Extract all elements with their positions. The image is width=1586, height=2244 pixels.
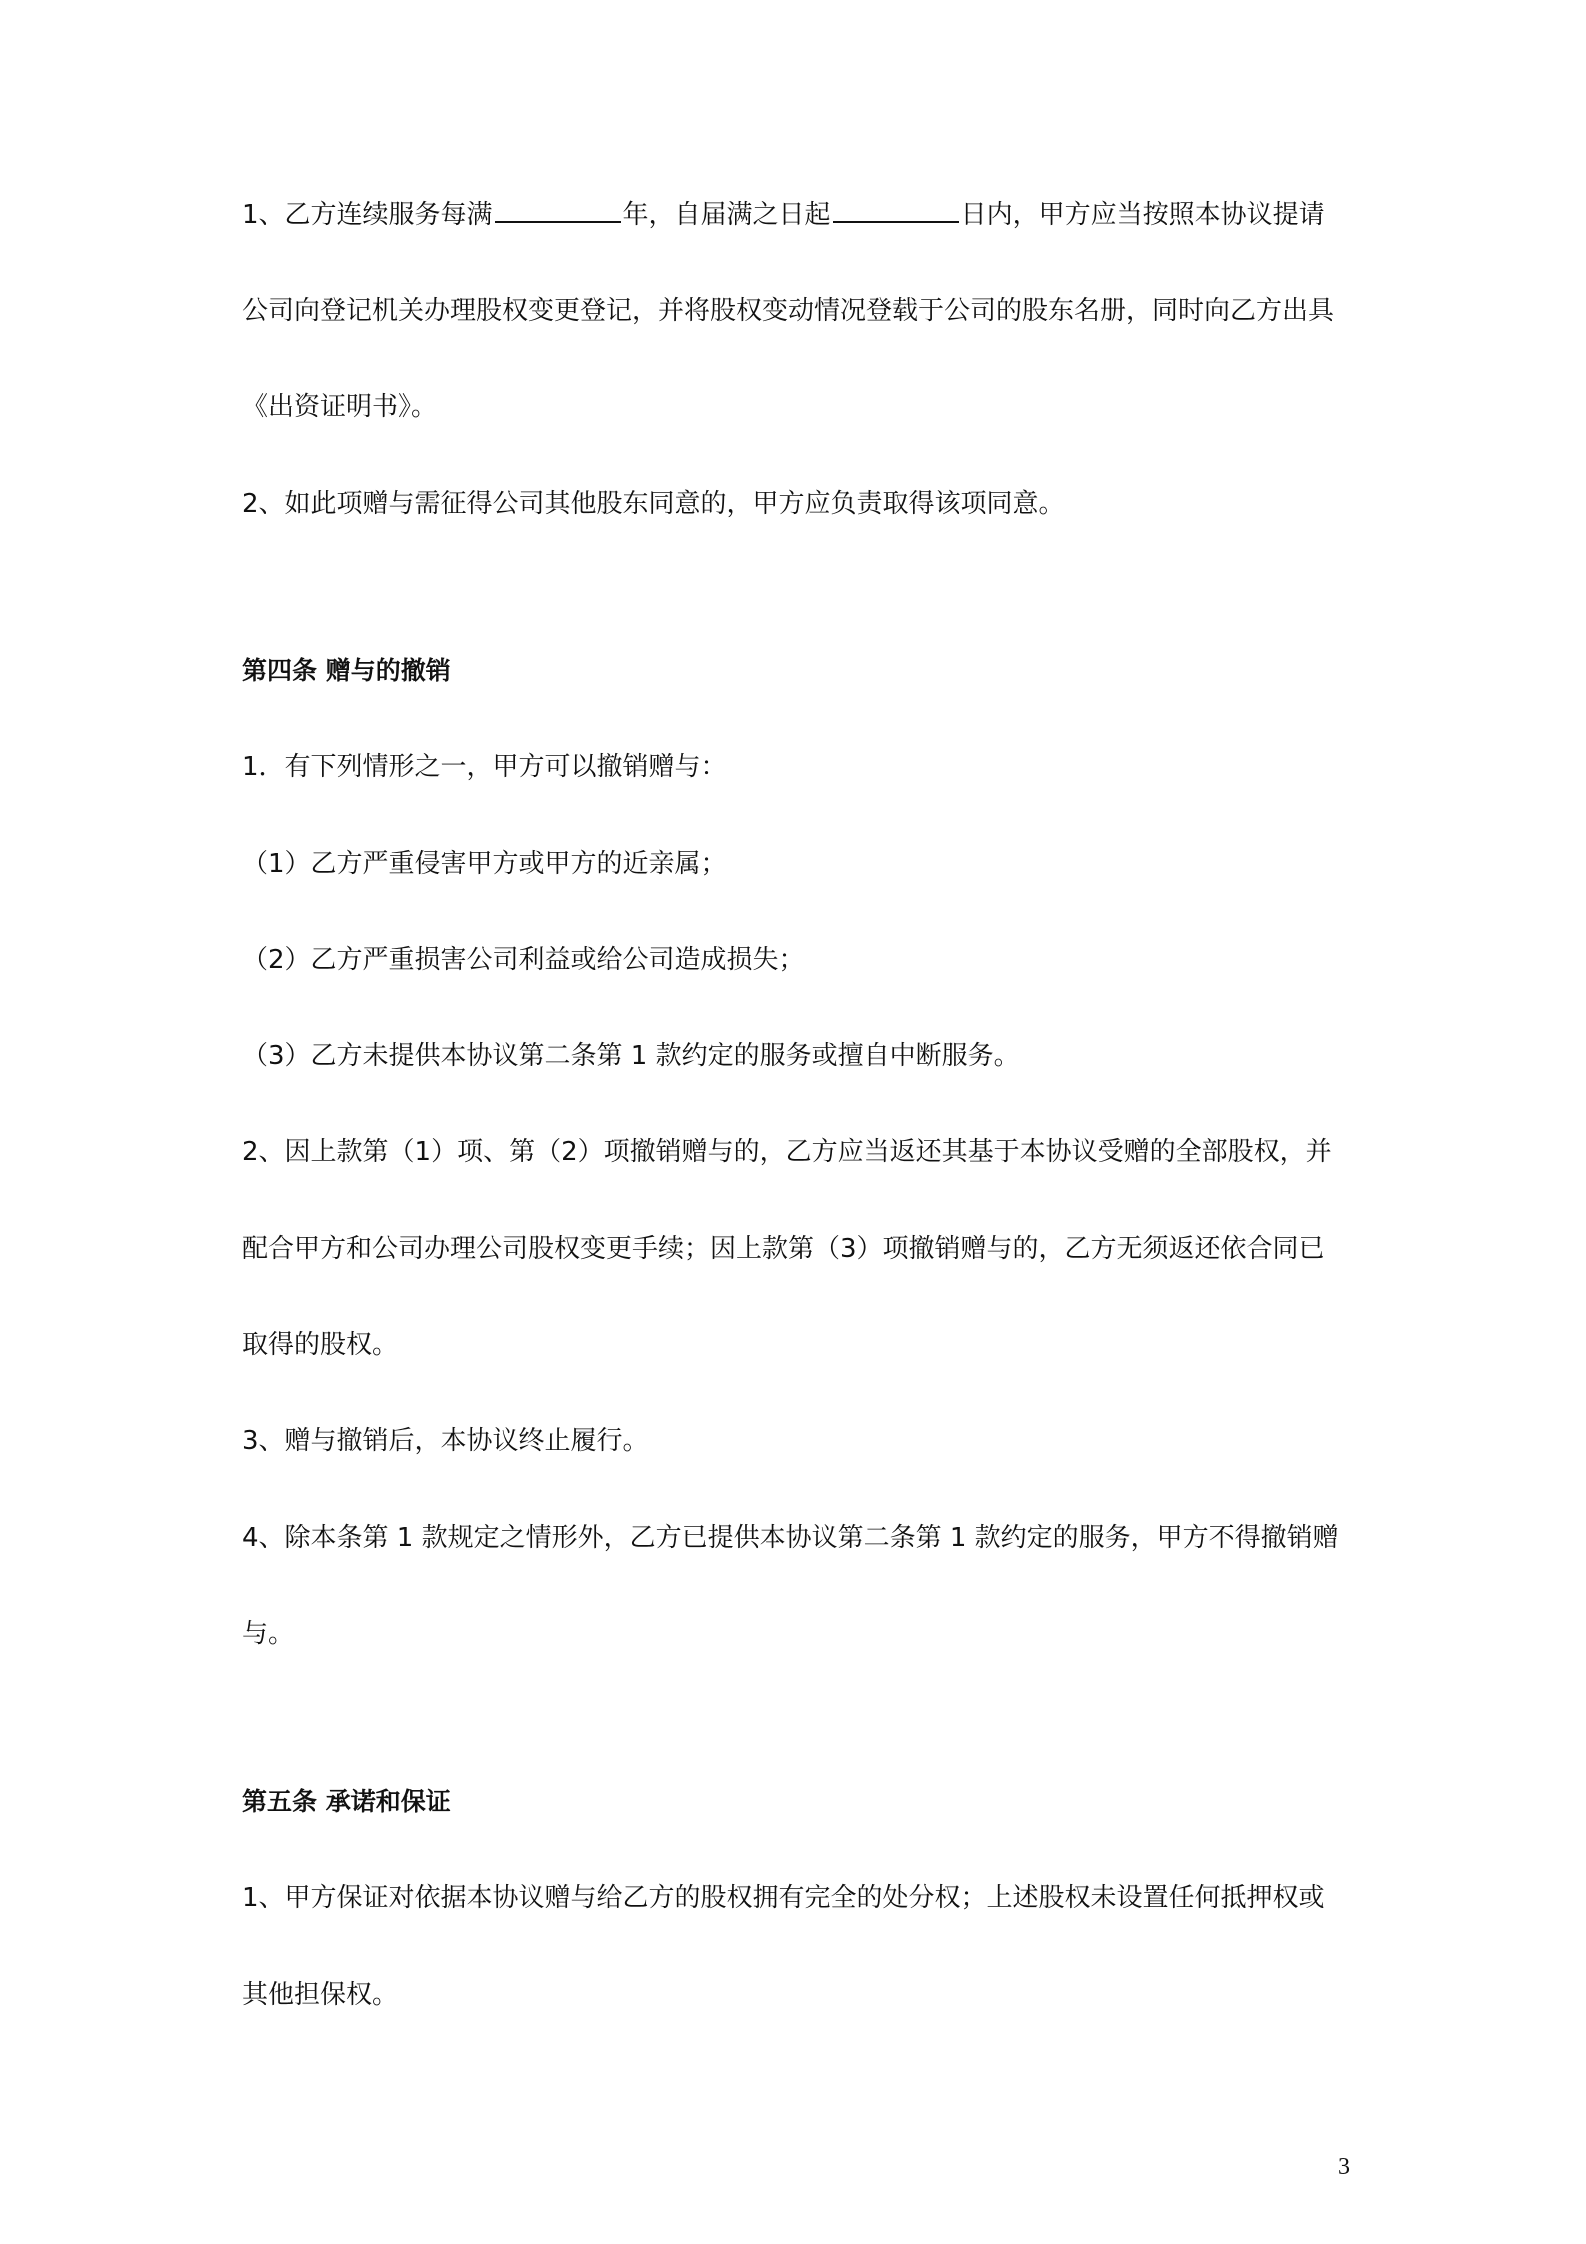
article-4-clause-4-line-2: 与。	[242, 1619, 295, 1649]
article-4-clause-3: 3、赠与撤销后，本协议终止履行。	[242, 1426, 649, 1456]
article-4-clause-2-line-2: 配合甲方和公司办理公司股权变更手续；因上款第（3）项撤销赠与的，乙方无须返还依合同已	[242, 1234, 1325, 1264]
article-5-heading: 第五条 承诺和保证	[242, 1787, 451, 1816]
article-4-clause-2-line-1: 2、因上款第（1）项、第（2）项撤销赠与的，乙方应当返还其基于本协议受赠的全部股权，并	[242, 1137, 1332, 1167]
clause-3-1-line-3: 《出资证明书》。	[242, 392, 438, 422]
article-4-item-3: （3）乙方未提供本协议第二条第 1 款约定的服务或擅自中断服务。	[242, 1041, 1020, 1071]
clause-3-1-line-2: 公司向登记机关办理股权变更登记，并将股权变动情况登载于公司的股东名册，同时向乙方出具	[242, 296, 1335, 326]
page-number: 3	[1338, 2154, 1350, 2180]
clause-3-1-line-1	[242, 197, 1362, 233]
blank-days-field[interactable]	[833, 197, 959, 223]
article-4-item-1: （1）乙方严重侵害甲方或甲方的近亲属；	[242, 849, 727, 879]
article-4-item-2: （2）乙方严重损害公司利益或给公司造成损失；	[242, 945, 805, 975]
article-4-heading: 第四条 赠与的撤销	[242, 656, 451, 685]
article-5-clause-1-line-1: 1、甲方保证对依据本协议赠与给乙方的股权拥有完全的处分权；上述股权未设置任何抵押权或	[242, 1883, 1325, 1913]
clause-text: 日内，甲方应当按照本协议提请	[960, 200, 1325, 230]
article-4-clause-2-line-3: 取得的股权。	[242, 1330, 399, 1360]
clause-text: 年，自届满之日起	[622, 200, 831, 230]
clause-text: 1、乙方连续服务每满	[242, 200, 493, 230]
article-5-clause-1-line-2: 其他担保权。	[242, 1980, 399, 2010]
clause-3-2: 2、如此项赠与需征得公司其他股东同意的，甲方应负责取得该项同意。	[242, 489, 1065, 519]
blank-years-field[interactable]	[495, 197, 621, 223]
article-4-clause-4-line-1: 4、除本条第 1 款规定之情形外，乙方已提供本协议第二条第 1 款约定的服务，甲方不得撤销赠	[242, 1523, 1339, 1553]
article-4-clause-1: 1．有下列情形之一，甲方可以撤销赠与：	[242, 752, 727, 782]
